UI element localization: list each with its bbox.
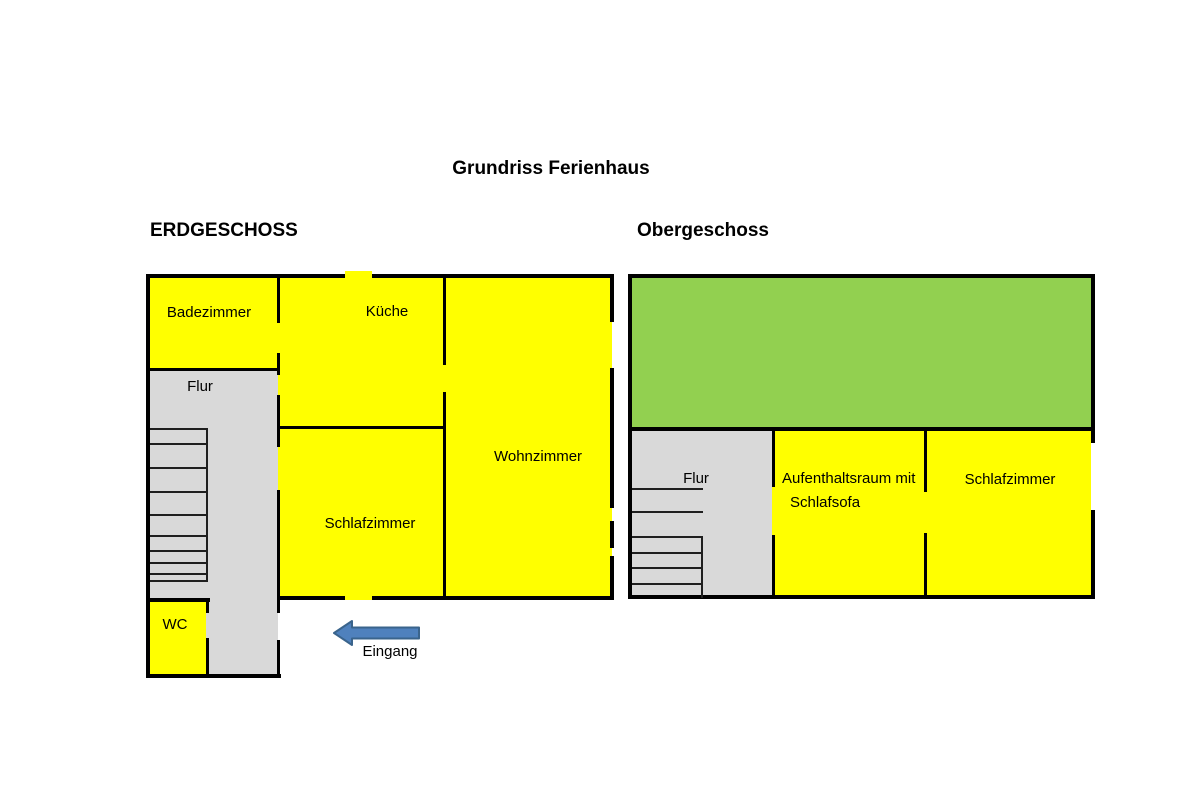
- wall-segment: [610, 274, 614, 322]
- room-label-badezimmer: Badezimmer: [166, 304, 252, 321]
- wall-segment: [772, 430, 775, 487]
- wall-segment: [277, 353, 280, 375]
- wall-segment: [1091, 510, 1095, 599]
- wall-segment: [628, 595, 1095, 599]
- wall-segment: [206, 638, 209, 676]
- wall-segment: [148, 368, 280, 371]
- room-label-wc: WC: [162, 616, 188, 633]
- wall-segment: [924, 533, 927, 599]
- wall-segment: [610, 521, 614, 548]
- room-label-flur-eg: Flur: [187, 378, 213, 395]
- wall-segment: [610, 556, 614, 600]
- wall-segment: [277, 395, 280, 447]
- page-title: Grundriss Ferienhaus: [452, 158, 650, 179]
- stair-step: [632, 511, 703, 513]
- wall-segment: [146, 274, 150, 678]
- stair-step: [150, 467, 206, 469]
- room-label-wohnzimmer: Wohnzimmer: [493, 448, 583, 465]
- stair-step: [632, 552, 701, 554]
- stairs-eg: [150, 428, 208, 430]
- room-label-aufenthaltsraum-line2: Schlafsofa: [790, 494, 861, 511]
- top-wall-opening: [345, 271, 372, 278]
- wall-segment: [277, 596, 345, 600]
- room-label-schlafzimmer-og: Schlafzimmer: [964, 471, 1056, 488]
- wall-segment: [924, 430, 927, 492]
- room-label-kueche: Küche: [365, 303, 409, 320]
- stair-step: [632, 536, 703, 538]
- stair-step: [150, 535, 206, 537]
- wall-segment: [372, 596, 614, 600]
- stair-step: [150, 580, 208, 582]
- wall-segment: [277, 426, 446, 429]
- wall-segment: [146, 274, 345, 278]
- stair-step: [150, 550, 206, 552]
- room-label-aufenthaltsraum-line1: Aufenthaltsraum mit: [782, 470, 916, 487]
- stairs-og: [632, 488, 703, 490]
- stair-step: [632, 583, 701, 585]
- wall-segment: [277, 276, 280, 323]
- upper-floor-heading: Obergeschoss: [637, 220, 769, 241]
- wall-segment: [610, 368, 614, 508]
- wall-segment: [146, 674, 281, 678]
- wall-segment: [628, 427, 1095, 431]
- stair-step: [150, 562, 206, 564]
- entrance-label: Eingang: [362, 643, 418, 660]
- room-label-flur-og: Flur: [683, 470, 709, 487]
- room-label-schlafzimmer-eg: Schlafzimmer: [324, 515, 416, 532]
- stair-step: [150, 443, 206, 445]
- stair-step: [150, 573, 206, 575]
- stair-edge: [701, 536, 703, 598]
- stair-step: [632, 567, 701, 569]
- wall-segment: [628, 274, 1095, 278]
- ground-floor-heading: ERDGESCHOSS: [150, 220, 298, 241]
- wall-segment: [277, 490, 280, 613]
- wall-segment: [443, 392, 446, 600]
- wall-segment: [146, 598, 210, 602]
- green-room-area: [632, 278, 1091, 429]
- wall-segment: [628, 274, 632, 599]
- wall-segment: [772, 535, 775, 599]
- wall-segment: [372, 274, 614, 278]
- wc-area: [150, 601, 206, 674]
- wall-segment: [206, 598, 209, 613]
- wall-segment: [443, 276, 446, 365]
- wall-segment: [277, 640, 280, 678]
- stair-step: [150, 514, 206, 516]
- wall-segment: [1091, 274, 1095, 443]
- stair-edge: [206, 428, 208, 582]
- stair-step: [150, 491, 206, 493]
